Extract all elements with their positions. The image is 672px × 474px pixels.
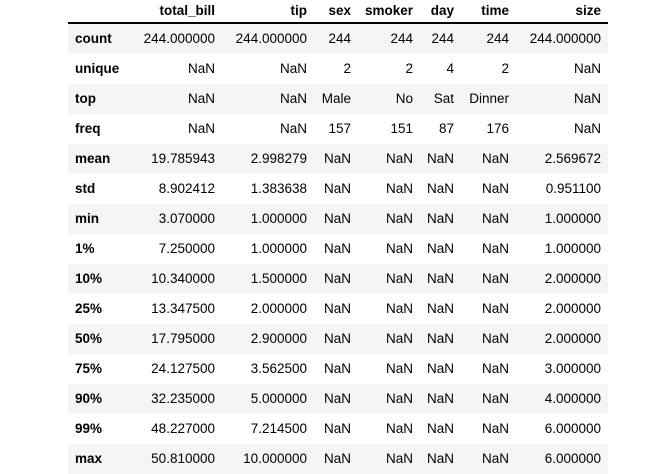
table-cell: NaN [482, 391, 510, 406]
table-row [68, 144, 608, 174]
table-cell: 244 [390, 31, 414, 46]
table-cell: NaN [323, 421, 351, 436]
table-cell: NaN [482, 181, 510, 196]
row-header: top [75, 91, 96, 106]
table-cell: 48.227000 [151, 421, 215, 436]
table-cell: 3.070000 [158, 211, 215, 226]
table-cell: NaN [482, 211, 510, 226]
table-cell: 10.340000 [151, 271, 215, 286]
row-header: 25% [75, 301, 103, 316]
table-cell: 1.500000 [250, 271, 307, 286]
table-cell: 24.127500 [151, 361, 215, 376]
table-cell: 244.000000 [235, 31, 307, 46]
table-cell: NaN [427, 241, 455, 256]
header-row [68, 0, 608, 23]
row-header: mean [75, 151, 111, 166]
table-cell: NaN [386, 301, 414, 316]
table-cell: NaN [323, 241, 351, 256]
table-cell: NaN [482, 421, 510, 436]
table-cell: NaN [323, 271, 351, 286]
table-cell: NaN [279, 121, 307, 136]
table-cell: NaN [323, 331, 351, 346]
table-cell: 1.383638 [250, 181, 307, 196]
table-cell: 19.785943 [151, 151, 215, 166]
table-cell: NaN [323, 451, 351, 466]
table-cell: NaN [386, 421, 414, 436]
table-row [68, 84, 608, 114]
row-header: 50% [75, 331, 103, 346]
table-cell: Dinner [469, 91, 510, 106]
row-header: 90% [75, 391, 103, 406]
table-cell: NaN [323, 391, 351, 406]
table-cell: 157 [328, 121, 351, 136]
table-cell: 6.000000 [544, 421, 602, 436]
table-cell: NaN [427, 271, 455, 286]
table-cell: NaN [427, 361, 455, 376]
table-row [68, 174, 608, 204]
table-cell: NaN [386, 271, 414, 286]
row-header: min [75, 211, 100, 226]
table-row [68, 234, 608, 264]
column-header: time [461, 0, 516, 23]
table-row [68, 54, 608, 84]
table-cell: NaN [323, 301, 351, 316]
table-cell: 3.000000 [544, 361, 602, 376]
table-row [68, 384, 608, 414]
index-corner-cell [68, 0, 130, 23]
table-cell: 1.000000 [250, 241, 307, 256]
describe-table [68, 0, 608, 474]
table-row [68, 23, 608, 54]
table-cell: NaN [574, 91, 602, 106]
table-cell: NaN [279, 61, 307, 76]
table-cell: NaN [187, 91, 215, 106]
table-cell: NaN [482, 151, 510, 166]
table-cell: NaN [574, 61, 602, 76]
table-cell: NaN [323, 181, 351, 196]
table-cell: NaN [482, 331, 510, 346]
table-cell: 17.795000 [151, 331, 215, 346]
table-cell: 2 [501, 61, 510, 76]
table-cell: Sat [433, 91, 455, 106]
row-header: 99% [75, 421, 103, 436]
table-cell: NaN [482, 361, 510, 376]
table-cell: 6.000000 [544, 451, 602, 466]
column-header: size [516, 0, 608, 23]
table-cell: NaN [386, 151, 414, 166]
table-cell: NaN [482, 451, 510, 466]
table-cell: NaN [386, 331, 414, 346]
table-cell: 2 [405, 61, 414, 76]
table-cell: NaN [482, 271, 510, 286]
table-cell: NaN [427, 421, 455, 436]
row-header: count [75, 31, 112, 46]
table-cell: 1.000000 [250, 211, 307, 226]
table-cell: 2.000000 [544, 271, 602, 286]
table-body [68, 23, 608, 474]
table-cell: 244 [328, 31, 351, 46]
table-cell: NaN [482, 301, 510, 316]
table-header [68, 0, 608, 23]
table-cell: NaN [427, 151, 455, 166]
table-cell: NaN [386, 391, 414, 406]
table-row [68, 324, 608, 354]
table-cell: 176 [486, 121, 510, 136]
table-cell: 244 [486, 31, 510, 46]
table-cell: 8.902412 [158, 181, 215, 196]
table-cell: NaN [386, 211, 414, 226]
column-header: total_bill [130, 0, 222, 23]
table-row [68, 444, 608, 474]
table-cell: NaN [386, 451, 414, 466]
row-header: max [75, 451, 103, 466]
table-cell: 50.810000 [151, 451, 215, 466]
table-cell: 151 [390, 121, 414, 136]
row-header: freq [75, 121, 101, 136]
table-cell: NaN [386, 241, 414, 256]
table-cell: 2.000000 [544, 301, 602, 316]
table-cell: No [395, 91, 414, 106]
table-cell: 2.569672 [544, 151, 602, 166]
table-cell: NaN [427, 301, 455, 316]
column-header: smoker [358, 0, 420, 23]
table-cell: 2.998279 [250, 151, 307, 166]
row-header: 75% [75, 361, 103, 376]
table-cell: NaN [427, 211, 455, 226]
column-header: sex [314, 0, 358, 23]
table-cell: 2.900000 [250, 331, 307, 346]
table-row [68, 294, 608, 324]
table-cell: NaN [386, 361, 414, 376]
row-header: 10% [75, 271, 103, 286]
table-cell: 2 [343, 61, 351, 76]
table-cell: NaN [574, 121, 602, 136]
table-cell: NaN [279, 91, 307, 106]
table-row [68, 114, 608, 144]
table-cell: Male [321, 91, 351, 106]
table-cell: 0.951100 [545, 181, 602, 196]
table-cell: NaN [187, 121, 215, 136]
table-cell: NaN [323, 361, 351, 376]
table-cell: 13.347500 [151, 301, 215, 316]
table-cell: 244.000000 [143, 31, 215, 46]
table-row [68, 354, 608, 384]
table-cell: 32.235000 [151, 391, 215, 406]
table-cell: NaN [323, 211, 351, 226]
table-cell: NaN [187, 61, 215, 76]
table-cell: NaN [386, 181, 414, 196]
table-cell: 3.562500 [250, 361, 307, 376]
table-row [68, 204, 608, 234]
row-header: std [75, 181, 96, 196]
table-cell: 244.000000 [529, 31, 602, 46]
table-cell: 4.000000 [544, 391, 602, 406]
table-cell: 5.000000 [250, 391, 307, 406]
table-cell: 2.000000 [544, 331, 602, 346]
table-cell: 1.000000 [544, 211, 602, 226]
table-cell: NaN [427, 451, 455, 466]
row-header: unique [75, 61, 120, 76]
table-cell: 244 [431, 31, 455, 46]
table-cell: 1.000000 [544, 241, 602, 256]
column-header: day [420, 0, 461, 23]
table-cell: 2.000000 [250, 301, 307, 316]
column-header: tip [222, 0, 314, 23]
table-cell: 87 [439, 121, 455, 136]
table-cell: NaN [427, 331, 455, 346]
table-row [68, 414, 608, 444]
table-cell: NaN [427, 181, 455, 196]
table-row [68, 264, 608, 294]
table-cell: 10.000000 [243, 451, 307, 466]
table-cell: 4 [446, 61, 455, 76]
table-cell: NaN [427, 391, 455, 406]
table-cell: 7.250000 [158, 241, 215, 256]
table-cell: 7.214500 [250, 421, 307, 436]
row-header: 1% [75, 241, 95, 256]
table-cell: NaN [482, 241, 510, 256]
table-cell: NaN [323, 151, 351, 166]
